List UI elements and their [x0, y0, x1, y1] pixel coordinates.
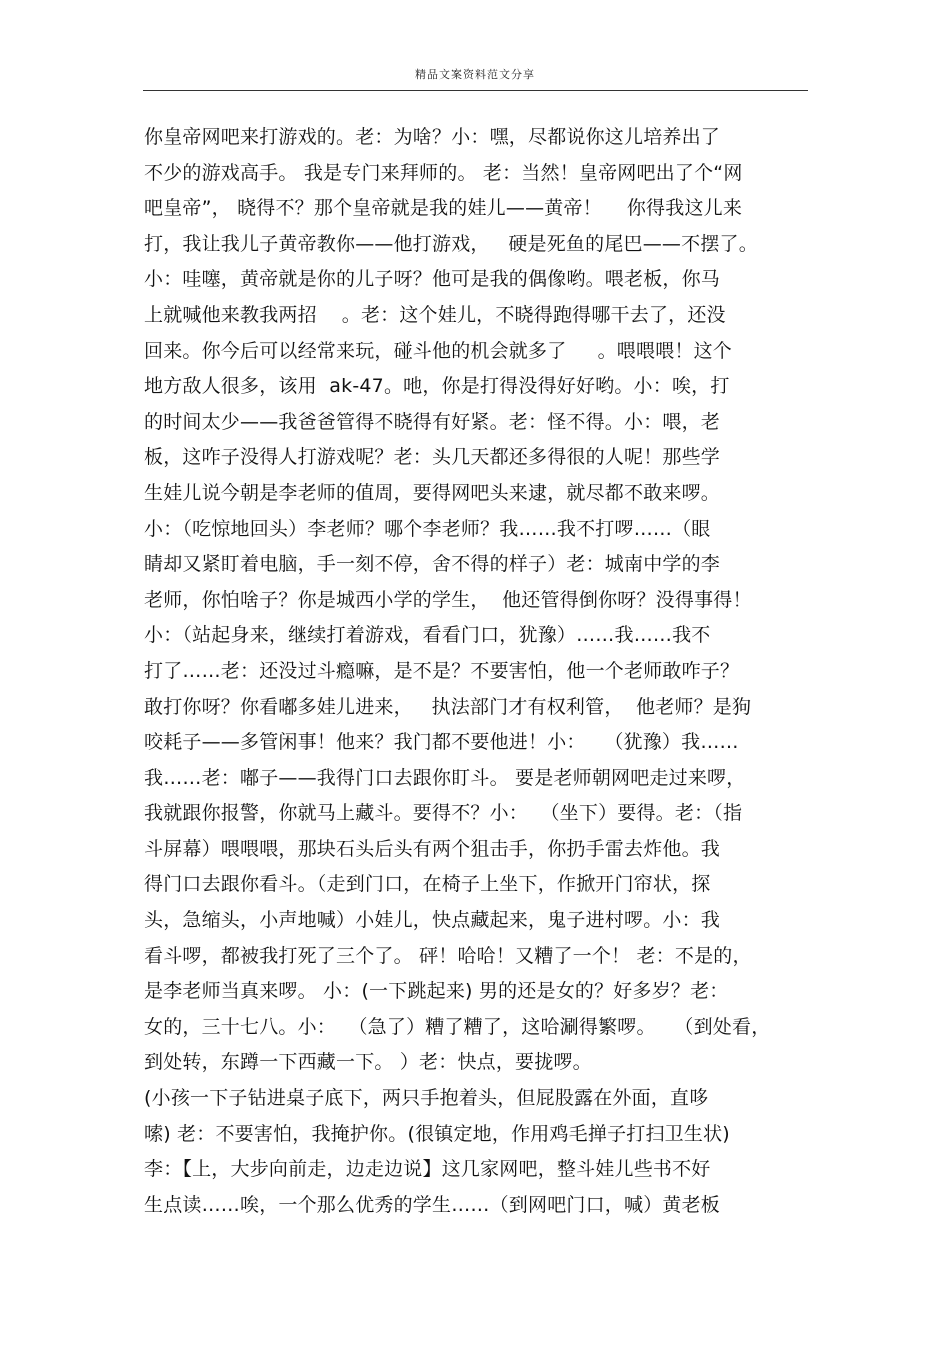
text-line: 小：（站起身来，继续打着游戏，看看门口，犹豫）……我……我不 [144, 624, 711, 647]
text-line: 得门口去跟你看斗。（走到门口，在椅子上坐下，作掀开门帘状，探 [144, 873, 711, 896]
text-line: (小孩一下子钻进桌子底下，两只手抱着头，但屁股露在外面，直哆 [144, 1087, 709, 1110]
header-divider [143, 90, 808, 91]
text-line: 咬耗子——多管闲事！他来？我门都不要他进！小： （犹豫）我…… [144, 731, 739, 754]
text-line: 睛却又紧盯着电脑，手一刻不停，舍不得的样子）老：城南中学的李 [144, 553, 721, 576]
text-line: 回来。你今后可以经常来玩，碰斗他的机会就多了 。喂喂喂！这个 [144, 339, 732, 362]
text-line: 我……老：嘟子——我得门口去跟你盯斗。 要是老师朝网吧走过来啰， [144, 766, 746, 789]
text-line: 生点读……唉，一个那么优秀的学生……（到网吧门口，喊）黄老板 [144, 1193, 721, 1216]
text-line: 的时间太少——我爸爸管得不晓得有好紧。老：怪不得。小：喂，老 [144, 410, 721, 433]
text-line: 你皇帝网吧来打游戏的。老：为啥？小：嘿，尽都说你这儿培养出了 [144, 126, 721, 148]
text-line: 打了……老：还没过斗瘾嘛，是不是？不要害怕，他一个老师敢咋子？ [144, 659, 740, 682]
text-line: 头，急缩头，小声地喊）小娃儿，快点藏起来，鬼子进村啰。小：我 [144, 909, 721, 932]
text-line: 看斗啰，都被我打死了三个了。 砰！哈哈！又糟了一个！ 老：不是的， [144, 944, 752, 967]
text-line: 到处转，东蹲一下西藏一下。 ）老：快点，要拢啰。 [144, 1051, 592, 1074]
text-line: 李：【上，大步向前走，边走边说】这几家网吧，整斗娃儿些书不好 [144, 1158, 711, 1181]
text-line: 上就喊他来教我两招 。老：这个娃儿，不晓得跑得哪干去了，还没 [144, 303, 726, 326]
text-line: 吧皇帝”， 晓得不？那个皇帝就是我的娃儿——黄帝！ 你得我这儿来 [144, 197, 743, 220]
text-line: 不少的游戏高手。 我是专门来拜师的。 老：当然！皇帝网吧出了个“网 [144, 161, 743, 184]
text-line: 嗦) 老：不要害怕，我掩护你。(很镇定地，作用鸡毛掸子打扫卫生状) [144, 1122, 730, 1145]
text-line: 地方敌人很多，该用 ak-47。吔，你是打得没得好好哟。小：唉，打 [144, 375, 730, 398]
text-line: 斗屏幕）喂喂喂，那块石头后头有两个狙击手，你扔手雷去炸他。我 [144, 837, 721, 860]
document-body [144, 120, 816, 1223]
text-line: 生娃儿说今朝是李老师的值周，要得网吧头来逮，就尽都不敢来啰。 [144, 481, 721, 504]
text-line: 我就跟你报警，你就马上藏斗。要得不？小： （坐下）要得。老：（指 [144, 802, 743, 825]
text-line: 小：（吃惊地回头）李老师？哪个李老师？我……我不打啰……（眼 [144, 517, 711, 540]
text-line: 是李老师当真来啰。 小：(一下跳起来) 男的还是女的？好多岁？老： [144, 980, 729, 1003]
text-line: 老师，你怕啥子？你是城西小学的学生， 他还管得倒你呀？没得事得！ [144, 588, 752, 611]
text-line: 敢打你呀？你看嘟多娃儿进来， 执法部门才有权利管， 他老师？是狗 [144, 695, 752, 718]
text-line: 小：哇噻，黄帝就是你的儿子呀？他可是我的偶像哟。喂老板，你马 [144, 268, 721, 291]
text-line: 打，我让我儿子黄帝教你——他打游戏， 硬是死鱼的尾巴——不摆了。 [144, 232, 758, 255]
text-line: 女的，三十七八。小： （急了）糟了糟了，这哈涮得繁啰。 （到处看， [144, 1015, 771, 1038]
page-header: 精品文案资料范文分享 [415, 68, 535, 81]
text-line: 板，这咋子没得人打游戏呢？老：头几天都还多得很的人呢！那些学 [144, 446, 721, 469]
